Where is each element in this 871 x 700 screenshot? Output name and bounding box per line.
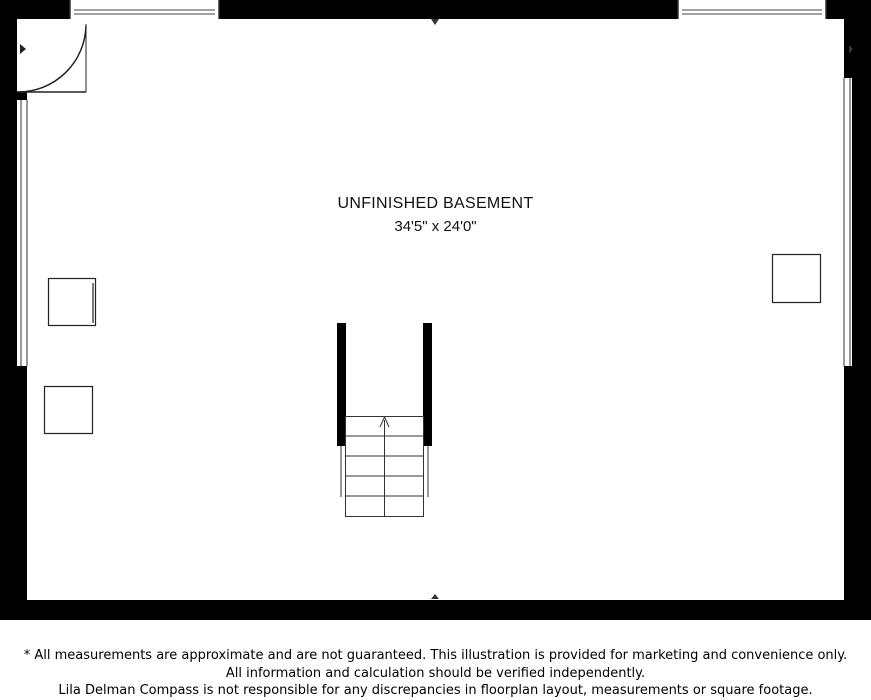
window-top-right: [678, 0, 826, 19]
window-top-left: [70, 0, 219, 19]
basement-floor: [27, 19, 844, 600]
disclaimer-line-2: All information and calculation should be verified independently.: [225, 665, 646, 681]
room-name-label: UNFINISHED BASEMENT: [337, 195, 534, 212]
disclaimer-line-1: * All measurements are approximate and are not guaranteed. This illustration is provided for marketing and convenience only.: [23, 648, 848, 663]
disclaimer-line-3: Lila Delman Compass is not responsible for any discrepancies in floorplan layout, measurements or square footage.: [58, 683, 813, 698]
column-right: [773, 255, 821, 303]
wall-left-upper: [0, 19, 17, 95]
column-left-upper: [49, 279, 96, 326]
wall-bottom: [0, 600, 871, 620]
room-dimensions-label: 34'5" x 24'0": [394, 218, 477, 235]
wall-top-left: [0, 0, 70, 19]
wall-top-middle: [219, 0, 678, 19]
disclaimer: [0, 647, 871, 700]
column-left-lower: [45, 387, 93, 434]
wall-top-right: [826, 0, 871, 19]
